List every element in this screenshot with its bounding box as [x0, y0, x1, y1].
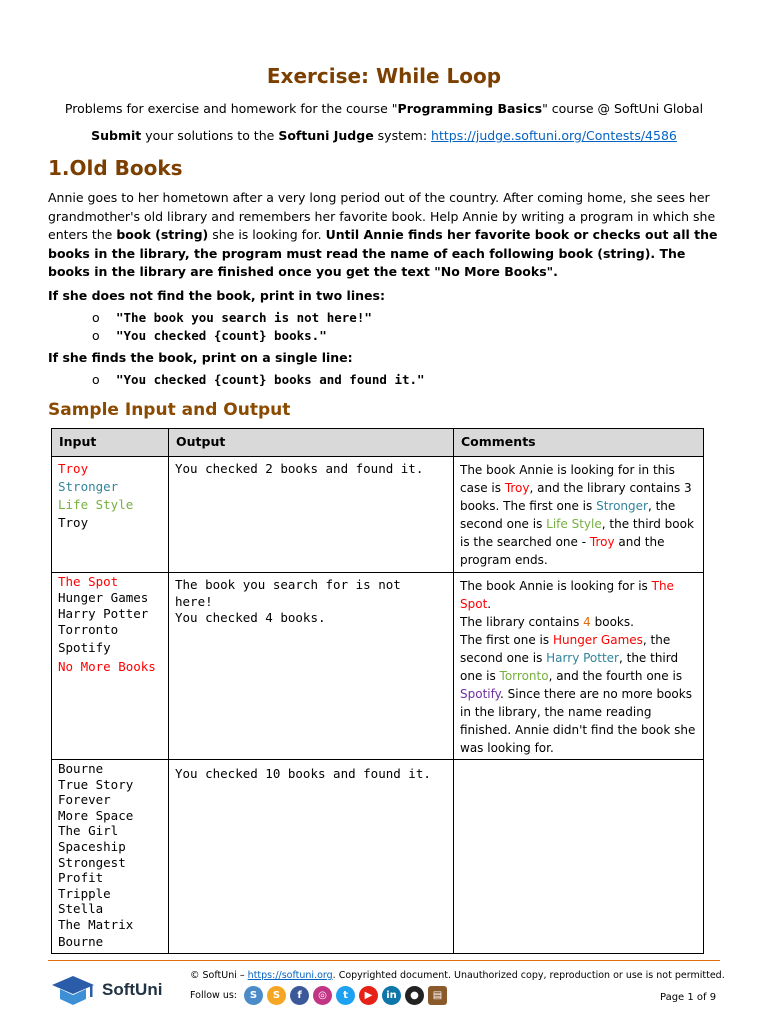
input-line: Tripple — [58, 885, 111, 901]
comment-cell — [454, 760, 704, 954]
output-format: "The book you search is not here!" — [116, 310, 372, 325]
comment-text: , and the library contains 3 books. The first one is — [460, 481, 692, 513]
comment-highlight: Life Style — [546, 517, 602, 531]
input-line: Stella — [58, 901, 104, 917]
input-line: Stronger — [58, 479, 119, 494]
column-header: Input — [52, 429, 169, 457]
linkedin-icon[interactable]: in — [382, 986, 401, 1005]
course-subtitle — [0, 101, 768, 116]
input-line: Profit — [58, 870, 104, 886]
page-number: Page 1 of 9 — [660, 992, 717, 1003]
comment-text: and the program ends. — [460, 535, 665, 567]
output-line: The book you search for is not here! — [175, 577, 401, 609]
output-format: "You checked {count} books and found it." — [116, 372, 425, 387]
found-label: If she finds the book, print on a single line: — [48, 350, 353, 365]
github-icon[interactable]: ● — [405, 986, 424, 1005]
table-row — [52, 457, 704, 573]
input-line: Strongest — [58, 854, 126, 870]
comment-para — [460, 613, 697, 631]
social-icons — [244, 986, 447, 1005]
copyright-text: © SoftUni – — [190, 970, 248, 981]
comment-highlight: Spotify — [460, 687, 501, 701]
course-name: Programming Basics — [397, 101, 543, 116]
description-text-mid: she is looking for. — [208, 227, 326, 242]
comment-text: The first one is — [460, 633, 553, 647]
input-line: The Spot — [58, 574, 119, 589]
submit-word: Submit — [91, 128, 142, 143]
not-found-line-1 — [92, 310, 372, 325]
not-found-line-2 — [92, 328, 327, 343]
comment-highlight: Troy — [504, 481, 530, 495]
found-line-1 — [92, 372, 425, 387]
comment-highlight: Troy — [589, 535, 615, 549]
copyright-text-end: . Copyrighted document. Unauthorized copy, reproduction or use is not permitted. — [332, 970, 725, 981]
comment-text: , and the fourth one is — [548, 669, 683, 683]
table-row — [52, 760, 704, 954]
facebook-icon[interactable]: f — [290, 986, 309, 1005]
softuni-logo-icon — [50, 974, 96, 1006]
page-title: Exercise: While Loop — [266, 64, 502, 88]
output-cell — [169, 573, 454, 760]
sample-table — [51, 428, 704, 954]
column-header: Comments — [454, 429, 704, 457]
footer-divider — [48, 960, 720, 961]
comment-highlight: Hunger Games — [552, 633, 643, 647]
input-line: The Matrix — [58, 916, 134, 932]
comment-text: The book Annie is looking for in this case is — [460, 463, 675, 495]
output-line: You checked 10 books and found it. — [175, 766, 431, 781]
comment-text: , the third one is — [460, 651, 679, 683]
comment-text: The book Annie is looking for is — [460, 579, 652, 593]
comment-text: books. — [590, 615, 634, 629]
input-line: Hunger Games — [58, 590, 149, 605]
sample-heading: Sample Input and Output — [48, 400, 291, 420]
comment-highlight: Harry Potter — [546, 651, 619, 665]
output-line: You checked 2 books and found it. — [175, 461, 424, 476]
section-heading: 1.Old Books — [48, 156, 183, 180]
judge-link[interactable]: https://judge.softuni.org/Contests/4586 — [431, 128, 677, 143]
softuni-icon[interactable]: S — [244, 986, 263, 1005]
comment-highlight: The Spot — [460, 579, 674, 611]
judge-name: Softuni Judge — [278, 128, 374, 143]
comment-text: , the third book is the searched one - — [460, 517, 694, 549]
column-header: Output — [169, 429, 454, 457]
comment-text: , the second one is — [460, 633, 671, 665]
output-line: You checked 4 books. — [175, 610, 326, 625]
comment-cell — [454, 457, 704, 573]
table-header-row — [52, 429, 704, 457]
input-cell — [52, 760, 169, 954]
bullet-icon: o — [92, 328, 100, 343]
comment-highlight: Torronto — [499, 669, 549, 683]
comment-highlight: Stronger — [596, 499, 648, 513]
input-line: Spotify — [58, 640, 111, 655]
softuni-alt-icon[interactable]: S — [267, 986, 286, 1005]
output-format: "You checked {count} books." — [116, 328, 327, 343]
bullet-icon: o — [92, 372, 100, 387]
submit-text: your solutions to the — [141, 128, 279, 143]
input-line: Bourne — [58, 761, 104, 776]
input-line: No More Books — [58, 659, 156, 674]
youtube-icon[interactable]: ▶ — [359, 986, 378, 1005]
comment-text: . Since there are no more books in the library, the name reading finished. Annie didn't find the book she was looking for. — [460, 687, 696, 755]
input-line: Torronto — [58, 622, 119, 637]
input-line: Spaceship — [58, 838, 126, 854]
input-line: The Girl — [58, 823, 119, 839]
comment-para — [460, 631, 697, 757]
comment-text: The library contains — [460, 615, 584, 629]
not-found-label: If she does not find the book, print in two lines: — [48, 288, 385, 303]
copyright-line — [190, 970, 725, 981]
description-bold-end: Until Annie finds her favorite book or checks out all the books in the library, the program must read the name of each following book (string). The books in the library are finished once you get the text "No More Books". — [48, 227, 718, 279]
bullet-icon: o — [92, 310, 100, 325]
comment-text: , the second one is — [460, 499, 676, 531]
instagram-icon[interactable]: ◎ — [313, 986, 332, 1005]
comment-text: . — [487, 597, 492, 611]
problem-description — [48, 189, 718, 282]
output-cell — [169, 457, 454, 573]
brand-name: SoftUni — [102, 980, 163, 999]
output-cell — [169, 760, 454, 954]
softuni-blog-icon[interactable]: ▤ — [428, 986, 447, 1005]
subtitle-text-end: " course @ SoftUni Global — [542, 101, 704, 116]
description-text: Annie goes to her hometown after a very long period out of the country. After coming home, she sees her grandmother's old library and remembers her favorite book. Help Annie by writing a program in which she enters the — [48, 190, 716, 242]
subtitle-text: Problems for exercise and homework for the course " — [64, 101, 398, 116]
comment-highlight: 4 — [583, 615, 591, 629]
softuni-logo[interactable] — [50, 974, 162, 1006]
input-line: Troy — [58, 461, 89, 476]
description-bold: book (string) — [116, 227, 209, 242]
submit-line — [0, 128, 768, 143]
submit-text-end: system: — [373, 128, 432, 143]
input-line: Life Style — [58, 497, 134, 512]
input-line: Troy — [58, 515, 89, 530]
input-line: Forever — [58, 792, 111, 808]
comment-cell — [454, 573, 704, 760]
softuni-site-link[interactable]: https://softuni.org — [247, 970, 333, 981]
input-line: More Space — [58, 807, 134, 823]
input-cell — [52, 457, 169, 573]
follow-label: Follow us: — [190, 990, 237, 1001]
input-line: Bourne — [58, 933, 104, 949]
input-line: Harry Potter — [58, 606, 149, 621]
comment-para — [460, 577, 697, 613]
input-line: True Story — [58, 776, 134, 792]
twitter-icon[interactable]: t — [336, 986, 355, 1005]
table-row — [52, 573, 704, 760]
input-cell — [52, 573, 169, 760]
